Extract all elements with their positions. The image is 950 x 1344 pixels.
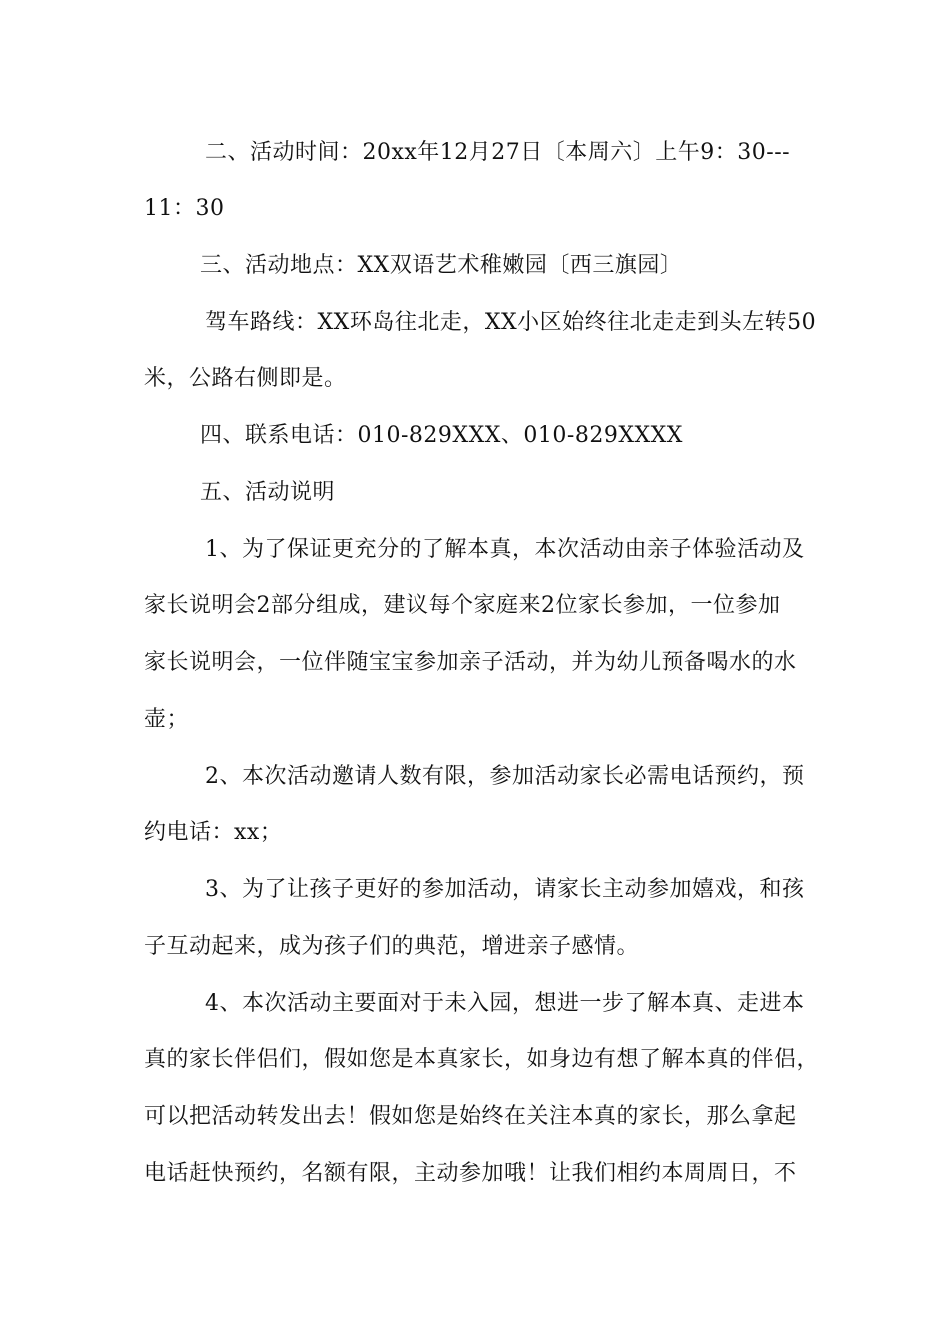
driving-route-continuation: 米，公路右侧即是。	[144, 366, 347, 391]
note-2-line-2: 约电话：xx；	[144, 820, 283, 845]
note-1-line-2: 家长说明会2部分组成，建议每个家庭来2位家长参加，一位参加	[144, 593, 781, 618]
contact-phone-line: 四、联系电话：010-829XXX、010-829XXXX	[200, 423, 683, 448]
note-1-line-3: 家长说明会，一位伴随宝宝参加亲子活动，并为幼儿预备喝水的水	[144, 650, 797, 675]
driving-route-line: 驾车路线：XX环岛往北走，XX小区始终往北走走到头左转50	[205, 310, 817, 335]
note-3-line-1: 3、为了让孩子更好的参加活动，请家长主动参加嬉戏，和孩	[205, 877, 805, 902]
note-1-line-4: 壶；	[144, 707, 190, 732]
activity-time-line: 二、活动时间：20xx年12月27日〔本周六〕上午9：30---	[205, 140, 791, 165]
activity-location-line: 三、活动地点：XX双语艺术稚嫩园〔西三旗园〕	[200, 253, 683, 278]
note-2-line-1: 2、本次活动邀请人数有限，参加活动家长必需电话预约，预	[205, 764, 805, 789]
note-3-line-2: 子互动起来，成为孩子们的典范，增进亲子感情。	[144, 934, 640, 959]
note-4-line-2: 真的家长伴侣们，假如您是本真家长，如身边有想了解本真的伴侣，	[144, 1047, 820, 1072]
activity-notes-heading: 五、活动说明	[200, 480, 336, 505]
note-4-line-4: 电话赶快预约，名额有限，主动参加哦！让我们相约本周周日，不	[144, 1161, 797, 1186]
note-4-line-3: 可以把活动转发出去！假如您是始终在关注本真的家长，那么拿起	[144, 1104, 797, 1129]
note-4-line-1: 4、本次活动主要面对于未入园，想进一步了解本真、走进本	[205, 991, 805, 1016]
activity-time-continuation: 11：30	[144, 196, 225, 221]
note-1-line-1: 1、为了保证更充分的了解本真，本次活动由亲子体验活动及	[205, 537, 805, 562]
